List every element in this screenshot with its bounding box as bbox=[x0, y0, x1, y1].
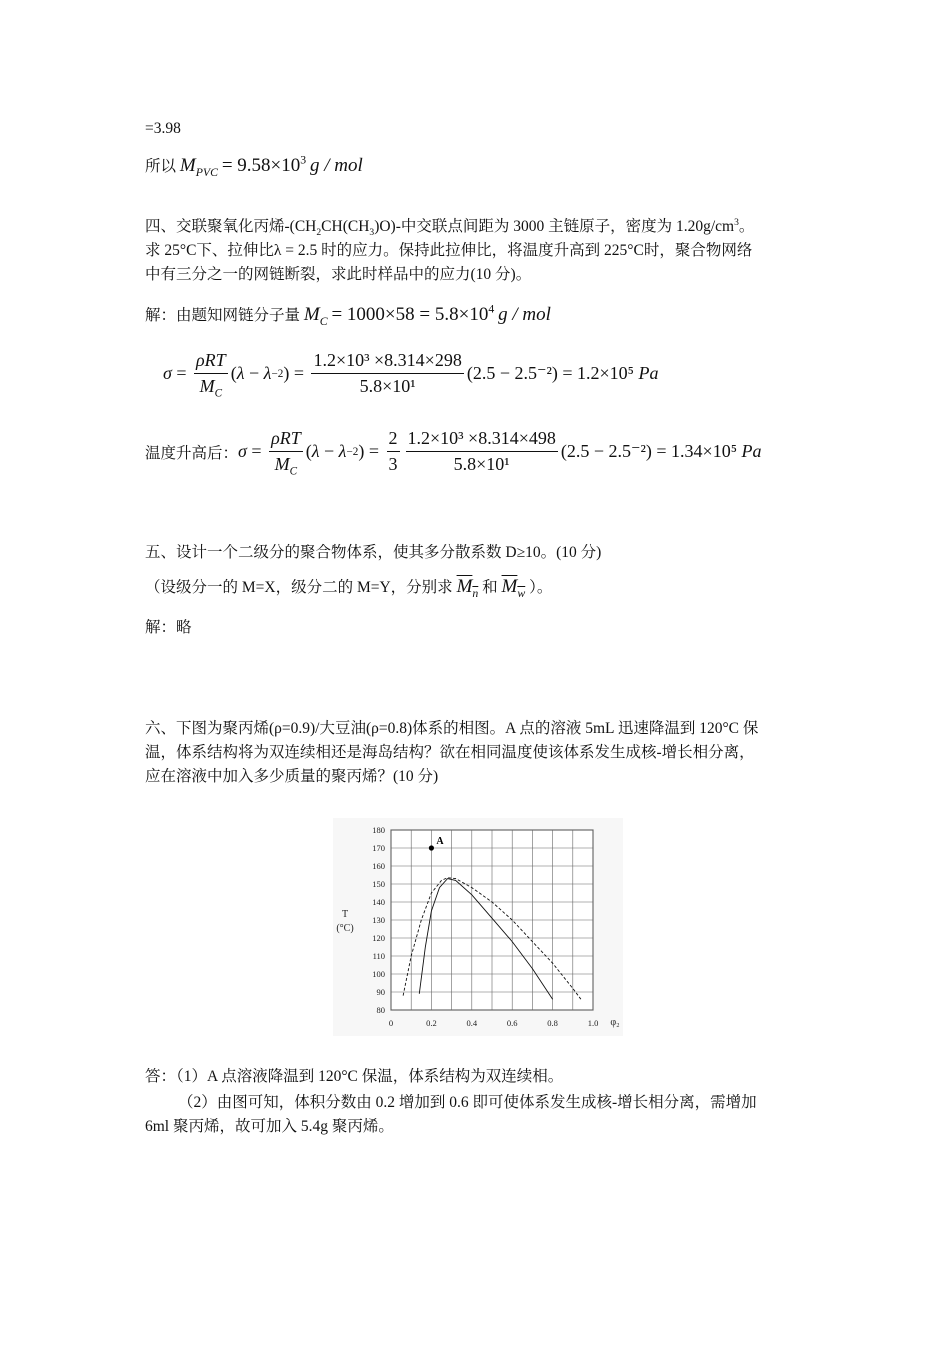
y-tick-label: 130 bbox=[372, 915, 385, 925]
symbol-m-pvc: $M_{PVC}$ bbox=[179, 155, 218, 179]
line-result: =3.98 bbox=[145, 120, 181, 137]
y-tick-label: 180 bbox=[372, 825, 385, 835]
q5-line-2: （设级分一的 M=X，级分二的 M=Y，分别求 $M_n$ 和 $M_w$ ）。 bbox=[145, 576, 553, 600]
x-tick-label: 1.0 bbox=[587, 1018, 599, 1028]
text-prefix: 所以 bbox=[145, 158, 177, 175]
x-tick-label: 0 bbox=[388, 1018, 394, 1028]
equation-stress-1: σ = $\frac{\text{ρRT}}{M_C}$ ( λ − λ −2 ) = $\frac{\text{1.2×10³ ×8.314×298}}{\text{5.8×10¹}}$ (2.5 − 2.5⁻²) = 1.2×10⁵ Pa bbox=[163, 350, 659, 400]
y-tick-label: 150 bbox=[372, 879, 385, 889]
y-tick-label: 110 bbox=[372, 951, 385, 961]
unit: g / mol bbox=[310, 155, 363, 176]
point-a-label: A bbox=[436, 836, 444, 847]
phase-diagram-chart bbox=[333, 818, 623, 1036]
q4-line-2: 求 25°C下、拉伸比λ = 2.5 时的应力。保持此拉伸比，将温度升高到 225°C时，聚合物网络 bbox=[145, 242, 753, 259]
line-mpvc bbox=[145, 155, 363, 178]
math-value: = $1000\times 58 = 5.8\times 10^4$ bbox=[331, 302, 495, 325]
q5-solution: 解：略 bbox=[145, 619, 192, 636]
math-value: = $9.58\times 10^3$ bbox=[221, 153, 307, 176]
answer-line-1: 答：（1）A 点溶液降温到 120°C 保温，体系结构为双连续相。 bbox=[145, 1068, 564, 1085]
y-axis-unit-label: (°C) bbox=[336, 923, 354, 934]
y-tick-label: 160 bbox=[372, 861, 385, 871]
answer-line-2: （2）由图可知，体积分数由 0.2 增加到 0.6 即可使体系发生成核-增长相分离，需增加 bbox=[178, 1094, 757, 1111]
x-tick-label: 0.2 bbox=[426, 1018, 437, 1028]
symbol-mn: $M_n$ bbox=[456, 576, 479, 600]
y-tick-label: 80 bbox=[376, 1005, 385, 1015]
q6-line-2: 温，体系结构将为双连续相还是海岛结构？欲在相同温度使该体系发生成核-增长相分离， bbox=[145, 744, 755, 761]
x-tick-label: 0.8 bbox=[547, 1018, 558, 1028]
y-tick-label: 170 bbox=[372, 843, 385, 853]
q4-line-1: 四、交联聚氧化丙烯$-(CH_2CH(CH_3)O)-$中交联点间距为 3000 主链原子，密度为 $1.20g/cm^3$。 bbox=[145, 216, 755, 239]
q5-line-1: 五、设计一个二级分的聚合物体系，使其多分散系数 D≥10。(10 分) bbox=[145, 544, 602, 561]
q6-line-3: 应在溶液中加入多少质量的聚丙烯？(10 分) bbox=[145, 768, 439, 785]
y-axis-label: T bbox=[341, 909, 349, 920]
q4-line-3: 中有三分之一的网链断裂，求此时样品中的应力(10 分)。 bbox=[145, 266, 532, 283]
y-tick-label: 120 bbox=[372, 933, 385, 943]
point-a-marker bbox=[429, 845, 434, 850]
symbol-mw: $M_w$ bbox=[501, 576, 526, 600]
answer-line-3: 6ml 聚丙烯，故可加入 5.4g 聚丙烯。 bbox=[145, 1118, 394, 1135]
symbol-mc: $M_C$ bbox=[303, 304, 328, 328]
y-tick-label: 100 bbox=[372, 969, 385, 979]
unit: g / mol bbox=[498, 304, 551, 325]
equation-stress-2: 温度升高后： σ = $\frac{\text{ρRT}}{M_C}$ ( λ − λ −2 ) = $\frac{2}{3}$ $\frac{\text{1.2×10³ ×8.314×498}}{\text{5.8×10¹}}$ (2.5 − 2.5⁻²) = 1.34×10⁵ Pa bbox=[145, 428, 762, 478]
y-tick-label: 140 bbox=[372, 897, 385, 907]
q6-line-1: 六、下图为聚丙烯(ρ=0.9)/大豆油(ρ=0.8)体系的相图。A 点的溶液 5mL 迅速降温到 120°C 保 bbox=[145, 720, 759, 737]
x-axis-label: φ₂ bbox=[610, 1017, 620, 1028]
x-tick-label: 0.4 bbox=[466, 1018, 478, 1028]
q4-solution: 解：由题知网链分子量 $M_C = 1000\times 58 = 5.8\times 10^4$ g / mol bbox=[145, 302, 551, 328]
y-tick-label: 90 bbox=[376, 987, 385, 997]
x-tick-label: 0.6 bbox=[506, 1018, 518, 1028]
